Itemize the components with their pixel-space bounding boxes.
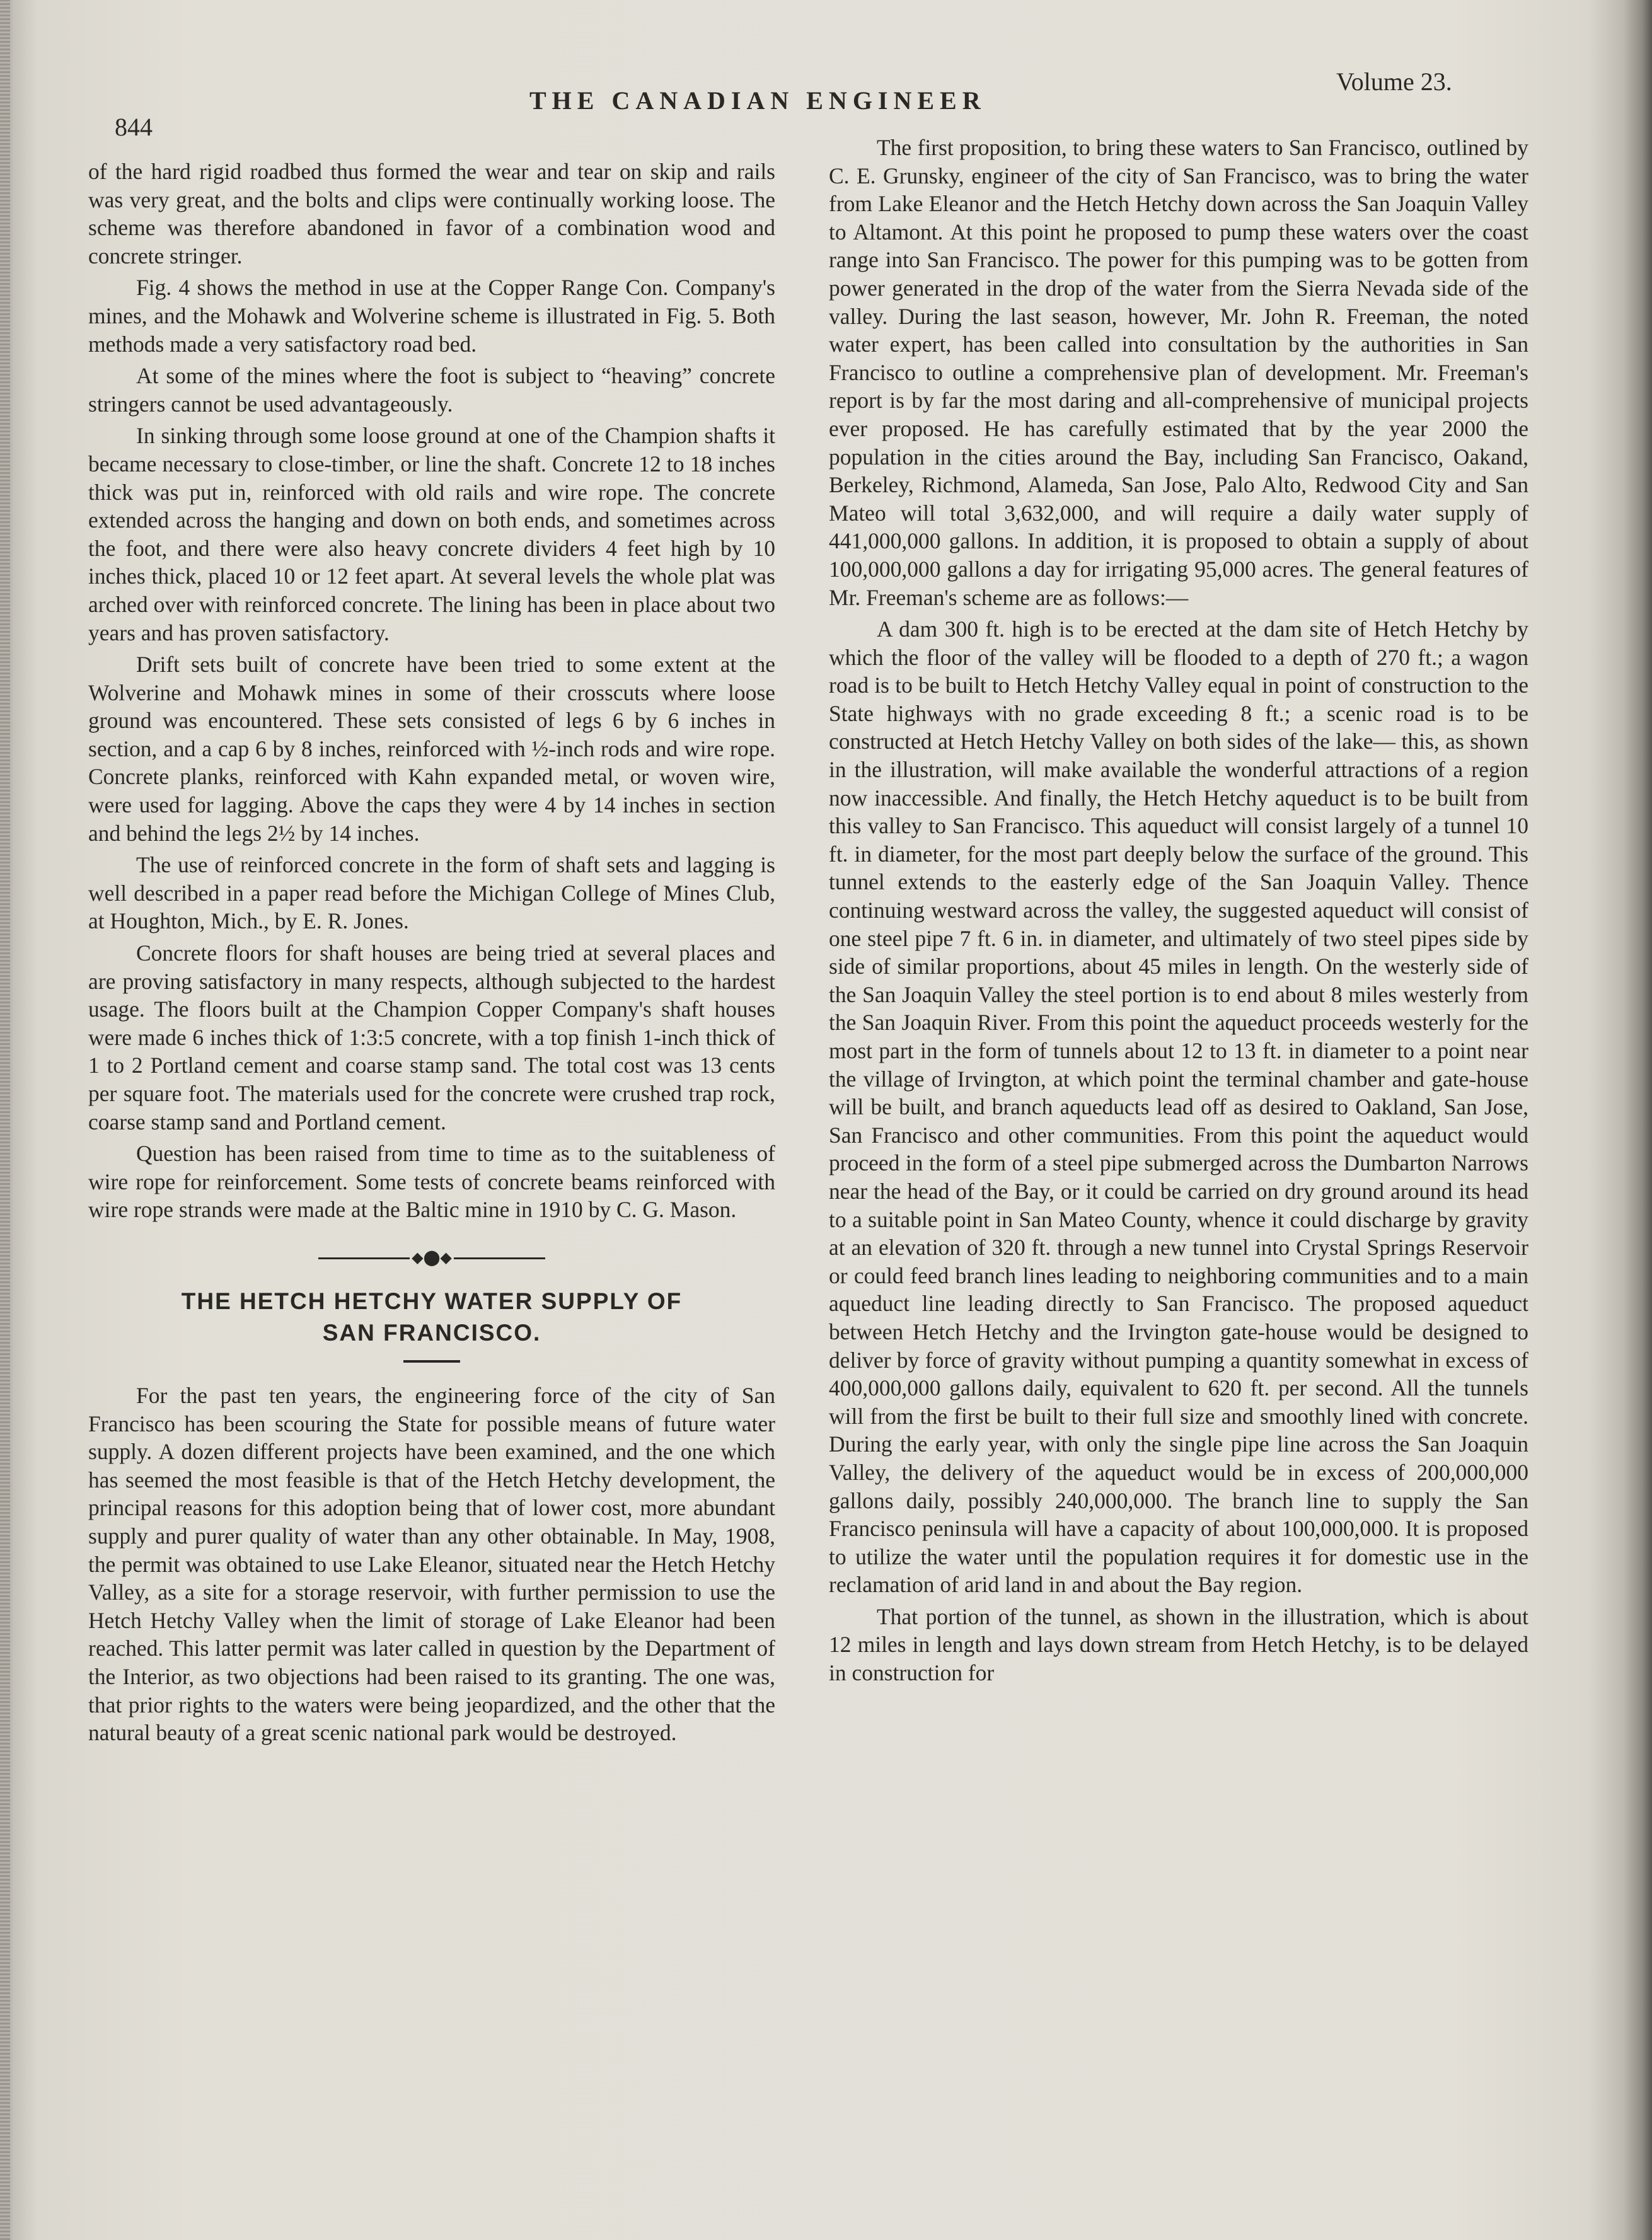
paragraph: The first proposition, to bring these waters to San Francisco, outlined by C. E. Grunsky, engineer of the city of San Francisco, was to bring the water from Lake Eleanor and the Hetch Hetchy down across the San Joaquin Valley to Altamont. At this point he proposed to pump these waters over the coast range into San Francisco. The power for this pumping was to be gotten from power generated in the drop of the water from the Sierra Nevada side of the valley. During the last season, however, Mr. John R. Freeman, the noted water expert, has been called into consultation by the authorities in San Francisco to outline a comprehensive plan of development. Mr. Freeman's report is by far the most daring and all-comprehensive of municipal projects ever proposed. He has carefully estimated that by the year 2000 the population in the cities around the Bay, including San Francisco, Oakand, Berkeley, Richmond, Alameda, San Jose, Palo Alto, Redwood City and San Mateo will total 3,632,000, and will require a daily water supply of 441,000,000 gallons. In addition, it is proposed to obtain a supply of about 100,000,000 gallons a day for irrigating 95,000 acres. The general features of Mr. Freeman's scheme are as follows:—: [829, 135, 1528, 610]
paragraph: of the hard rigid roadbed thus formed the wear and tear on skip and rails was very great, and the bolts and clips were continually working loose. The scheme was therefore abandoned in favor of a combination wood and concrete stringer.: [88, 159, 775, 268]
article-title-line-2: SAN FRANCISCO.: [322, 1319, 541, 1346]
volume-label: Volume 23.: [1336, 67, 1452, 96]
article-title-line-1: THE HETCH HETCHY WATER SUPPLY OF: [181, 1288, 683, 1314]
title-rule: [403, 1360, 460, 1363]
paragraph: A dam 300 ft. high is to be erected at the dam site of Hetch Hetchy by which the floor of the valley will be flooded to a depth of 270 ft.; a wagon road is to be built to Hetch Hetchy Valley equal in point of construction to the State highways with no grade exceeding 8 ft.; a scenic road is to be constructed at Hetch Hetchy Valley on both sides of the lake— this, as shown in the illustration, will make available the wonderful attractions of a region now inaccessible. And finally, the Hetch Hetchy aqueduct is to be built from this valley to San Francisco. This aqueduct will consist largely of a tunnel 10 ft. in diameter, for the most part deeply below the surface of the ground. This tunnel extends to the easterly edge of the San Joaquin Valley. Thence continuing westward across the valley, the suggested aqueduct will consist of one steel pipe 7 ft. 6 in. in diameter, and ultimately of two steel pipes side by side of similar proportions, about 45 miles in length. On the westerly side of the San Joaquin Valley the steel portion is to end about 8 miles westerly from the San Joaquin River. From this point the aqueduct proceeds westerly for the most part in the form of tunnels about 12 to 13 ft. in diameter to a point near the village of Irvington, at which point the terminal chamber and gate-house will be built, and branch aqueducts lead off as desired to Oakland, San Jose, San Francisco and other communities. From this point the aqueduct would proceed in the form of a steel pipe submerged across the Dumbarton Narrows near the head of the Bay, or it could be carried on dry ground around its head to a suitable point in San Mateo County, whence it could discharge by gravity at an elevation of 320 ft. through a new tunnel into Crystal Springs Reservoir or could feed branch lines leading to neighboring communities and to a main aqueduct line leading directly to San Francisco. The proposed aqueduct between Hetch Hetchy and the Irvington gate-house would be designed to deliver by force of gravity without pumping a quantity somewhat in excess of 400,000,000 gallons daily, equivalent to 620 ft. per second. All the tunnels will from the first be built to their full size and smoothly lined with concrete. During the early year, with only the single pipe line across the San Joaquin Valley, the delivery of the aqueduct would be in excess of 200,000,000 gallons daily, possibly 240,000,000. The branch line to supply the San Francisco peninsula will have a capacity of about 100,000,000. It is proposed to utilize the water until the population requires it for domestic use in the reclamation of arid land in and about the Bay region.: [829, 616, 1528, 1598]
article-title: [88, 1286, 775, 1349]
paragraph: That portion of the tunnel, as shown in the illustration, which is about 12 miles in length and lays down stream from Hetch Hetchy, is to be delayed in construction for: [829, 1603, 1528, 1686]
paragraph: Concrete floors for shaft houses are being tried at several places and are proving satisfactory in many respects, although subjected to the hardest usage. The floors built at the Champion Copper Company's shaft houses were made 6 inches thick of 1:3:5 concrete, with a top finish 1-inch thick of 1 to 2 Portland cement and coarse stamp sand. The total cost was 13 cents per square foot. The materials used for the concrete were crushed trap rock, coarse stamp sand and Portland cement.: [88, 940, 775, 1134]
binding-edge: [0, 0, 10, 2240]
running-title: THE CANADIAN ENGINEER: [529, 86, 986, 115]
paragraph: Question has been raised from time to time as to the suitableness of wire rope for reinforcement. Some tests of concrete beams reinforced with wire rope strands were made at the Baltic mine in 1910 by C. G. Mason.: [88, 1141, 775, 1223]
divider-line-right: [454, 1257, 545, 1259]
right-column: [829, 134, 1528, 1687]
section-divider: [318, 1249, 545, 1267]
paragraph: In sinking through some loose ground at one of the Champion shafts it became necessary to close-timber, or line the shaft. Concrete 12 to 18 inches thick was put in, reinforced with old rails and wire rope. The concrete extended across the hanging and down on both ends, and sometimes across the foot, and there were also heavy concrete dividers 4 feet high by 10 inches thick, placed 10 or 12 feet apart. At several levels the whole plat was arched over with reinforced concrete. The lining has been in place about two years and has proven satisfactory.: [88, 423, 775, 645]
page-number: 844: [115, 113, 153, 141]
paragraph: At some of the mines where the foot is subject to “heaving” concrete stringers cannot be used advantageously.: [88, 363, 775, 417]
paragraph: The use of reinforced concrete in the form of shaft sets and lagging is well described in a paper read before the Michigan College of Mines Club, at Houghton, Mich., by E. R. Jones.: [88, 852, 775, 934]
divider-line-left: [318, 1257, 410, 1259]
paragraph: Fig. 4 shows the method in use at the Copper Range Con. Company's mines, and the Mohawk and Wolverine scheme is illustrated in Fig. 5. Both methods made a very satisfactory road bed.: [88, 275, 775, 357]
ornament-icon: ◆⬤◆: [412, 1249, 452, 1266]
paragraph: For the past ten years, the engineering force of the city of San Francisco has been scouring the State for possible means of future water supply. A dozen different projects have been examined, and the one which has seemed the most feasible is that of the Hetch Hetchy development, the principal reasons for this adoption being that of lower cost, more abundant supply and purer quality of water than any other obtainable. In May, 1908, the permit was obtained to use Lake Eleanor, situated near the Hetch Hetchy Valley, as a site for a storage reservoir, with further permission to use the Hetch Hetchy Valley when the limit of storage of Lake Eleanor had been reached. This latter permit was later called in question by the Department of the Interior, as two objections had been raised to its granting. The one was, that prior rights to the waters were being jeopardized, and the other that the natural beauty of a great scenic national park would be destroyed.: [88, 1382, 775, 1746]
page-header: [88, 63, 1500, 141]
left-column: [88, 158, 775, 1747]
paragraph: Drift sets built of concrete have been tried to some extent at the Wolverine and Mohawk mines in some of their crosscuts where loose ground was encountered. These sets consisted of legs 6 by 6 inches in section, and a cap 6 by 8 inches, reinforced with ½-inch rods and wire rope. Concrete planks, reinforced with Kahn expanded metal, or woven wire, were used for lagging. Above the caps they were 4 by 14 inches in section and behind the legs 2½ by 14 inches.: [88, 652, 775, 846]
